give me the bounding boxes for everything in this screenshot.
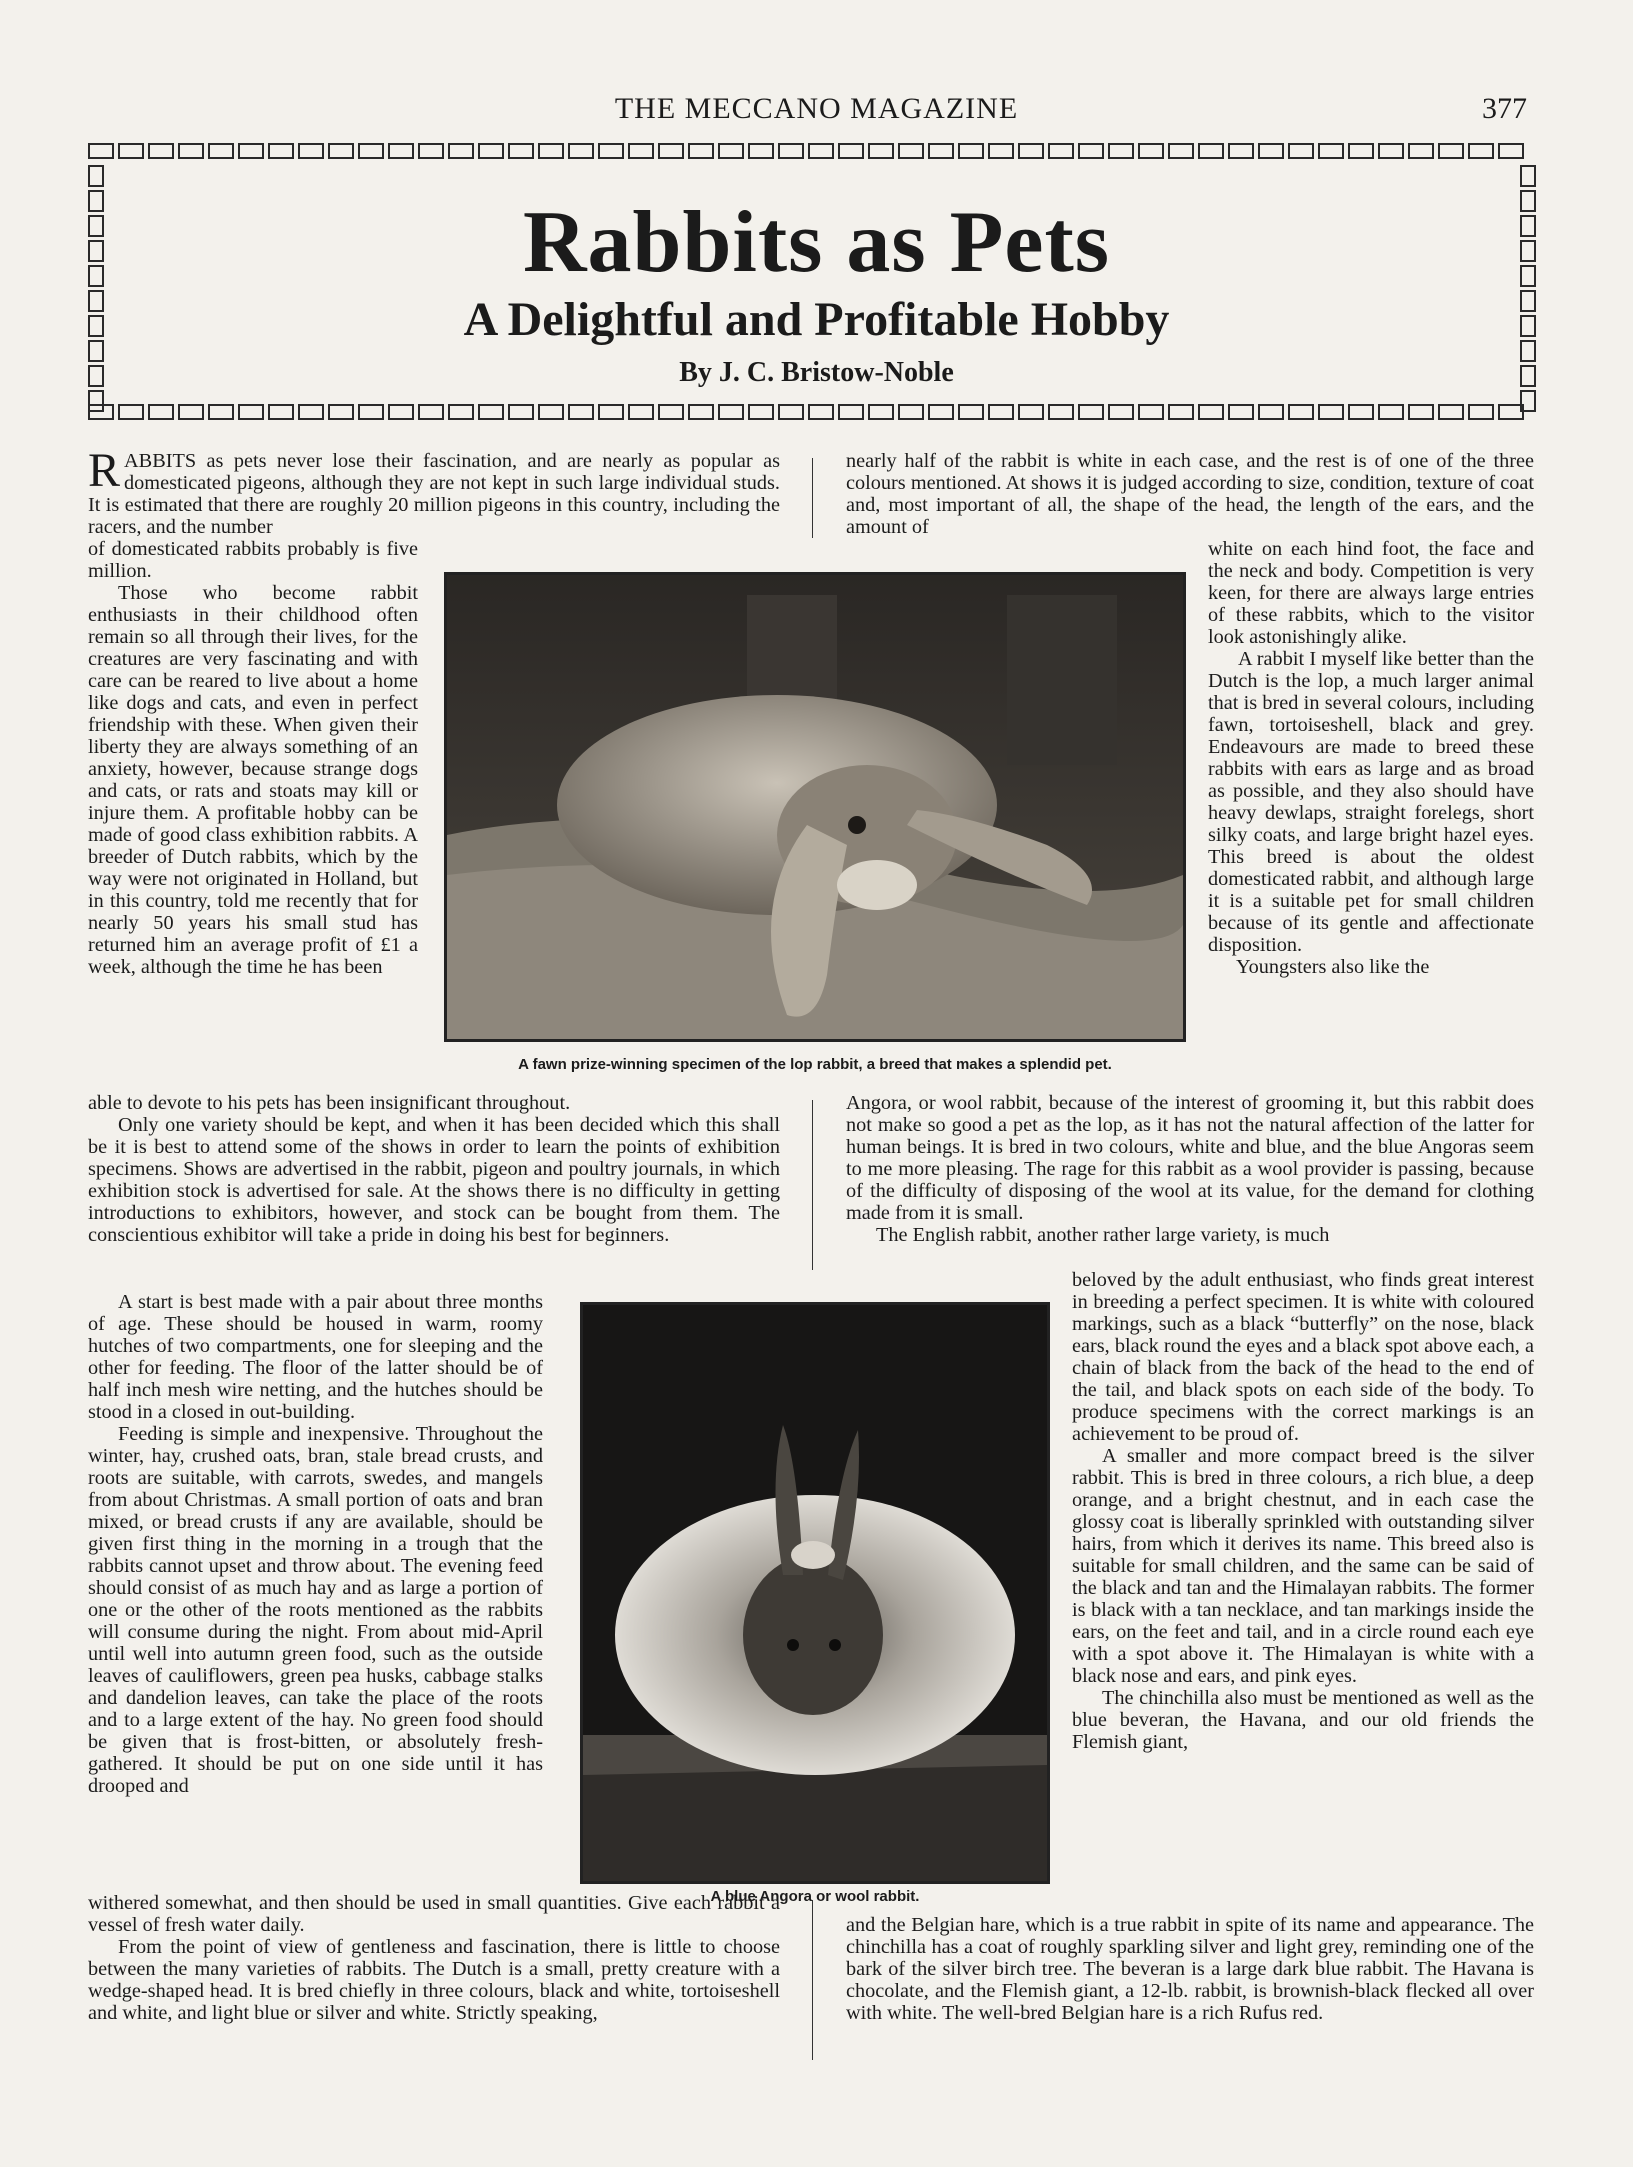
left-column-mid xyxy=(88,1092,780,1246)
border-square xyxy=(1138,404,1164,420)
border-square xyxy=(898,404,924,420)
border-square xyxy=(1378,143,1404,159)
border-square xyxy=(328,404,354,420)
paragraph: Those who become rabbit enthusiasts in their childhood often remain so all through their lives, for the creatures are very fascinating and with care can be reared to live about a home like dogs and cats, and even in perfect friendship with these. When given their liberty they are always something of an anxiety, however, because strange dogs and cats, or rats and stoats may kill or injure them. A profitable hobby can be made of good class exhibition rabbits. A breeder of Dutch rabbits, which by the way were not originated in Holland, but in this country, told me recently that for nearly 50 years his small stud has returned him an average profit of £1 a week, although the time he has been xyxy=(88,582,418,978)
right-column-mid xyxy=(846,1092,1534,1246)
right-column-lower-narrow xyxy=(1072,1269,1534,1753)
border-square xyxy=(1228,404,1254,420)
border-square xyxy=(388,404,414,420)
border-square xyxy=(1318,143,1344,159)
border-square xyxy=(568,404,594,420)
border-square xyxy=(1288,143,1314,159)
border-square xyxy=(1408,404,1434,420)
paragraph: beloved by the adult enthusiast, who finds great interest in breeding a perfect specimen. It is white with coloured markings, such as a black “butterfly” on the nose, black ears, black round the eyes and a black spot above each, a chain of black from the back of the head to the end of the tail, and black spots on each side of the body. To produce specimens with the correct markings is an achievement to be proud of. xyxy=(1072,1269,1534,1445)
border-square xyxy=(748,143,774,159)
lop-rabbit-caption: A fawn prize-winning specimen of the lop rabbit, a breed that makes a splendid pet. xyxy=(518,1056,1112,1073)
paragraph: The English rabbit, another rather large variety, is much xyxy=(876,1224,1330,1246)
right-column-top xyxy=(846,450,1534,538)
paragraph: and the Belgian hare, which is a true rabbit in spite of its name and appearance. The chinchilla has a coat of roughly sparkling silver and light grey, reminding one of the bark of the silver birch tree. The beveran is a large dark blue rabbit. The Havana is chocolate, and the Flemish giant, a 12-lb. rabbit, is brownish-black flecked all over with white. The well-bred Belgian hare is a rich Rufus red. xyxy=(846,1914,1534,2024)
border-square xyxy=(718,404,744,420)
left-column-intro xyxy=(88,444,780,538)
right-column-bottom xyxy=(846,1914,1534,2024)
paragraph: Youngsters also like the xyxy=(1236,956,1430,978)
paragraph: withered somewhat, and then should be used in small quantities. Give each rabbit a vessel of fresh water daily. xyxy=(88,1892,780,1936)
right-column-narrow xyxy=(1208,538,1534,978)
paragraph: A smaller and more compact breed is the silver rabbit. This is bred in three colours, a rich blue, a deep orange, and a bright chestnut, and in each case the glossy coat is liberally sprinkled with outstanding silver hairs, from which it derives its name. This breed also is suitable for small children, and the same can be said of the black and tan and the Himalayan rabbits. The former is black with a tan necklace, and tan markings inside the ears, on the feet and tail, and in a circle round each eye with a spot above it. The Himalayan is white with a black nose and ears, and pink eyes. xyxy=(1072,1445,1534,1687)
paragraph: white on each hind foot, the face and the neck and body. Competition is very keen, for there are always large entries of these rabbits, which to the visitor look astonishingly alike. xyxy=(1208,538,1534,648)
border-square xyxy=(238,143,264,159)
border-square xyxy=(88,143,114,159)
paragraph: Angora, or wool rabbit, because of the interest of grooming it, but this rabbit does not make so good a pet as the lop, as it has not the natural affection of the latter for human beings. It is bred in two colours, white and blue, and the blue Angoras seem to me more pleasing. The rage for this rabbit as a wool provider is passing, because of the difficulty of disposing of the wool at its value, for the demand for clothing made from it is small. xyxy=(846,1092,1534,1224)
border-square xyxy=(718,143,744,159)
border-square xyxy=(808,143,834,159)
border-square xyxy=(868,143,894,159)
border-square xyxy=(148,404,174,420)
column-rule xyxy=(812,1100,813,1270)
drop-cap: R xyxy=(88,444,121,497)
border-square xyxy=(358,404,384,420)
column-rule xyxy=(812,1900,813,2060)
border-square xyxy=(208,404,234,420)
border-square xyxy=(1258,143,1284,159)
border-square xyxy=(418,143,444,159)
border-square xyxy=(838,404,864,420)
border-square xyxy=(1198,404,1224,420)
border-square xyxy=(1138,143,1164,159)
border-square xyxy=(1108,404,1134,420)
border-square xyxy=(538,143,564,159)
border-square xyxy=(1168,404,1194,420)
border-square xyxy=(688,404,714,420)
angora-rabbit-caption: A blue Angora or wool rabbit. xyxy=(710,1888,920,1905)
lop-rabbit-image xyxy=(447,575,1183,1039)
paragraph: ABBITS as pets never lose their fascination, and are nearly as popular as domesticated pigeons, although they are not kept in such large individual studs. It is estimated that there are roughly 20 million pigeons in this country, including the racers, and the number xyxy=(88,450,780,538)
lop-rabbit-photo xyxy=(444,572,1186,1042)
border-square xyxy=(1468,404,1494,420)
border-square xyxy=(988,143,1014,159)
border-square xyxy=(1348,404,1374,420)
border-square xyxy=(1348,143,1374,159)
border-square xyxy=(388,143,414,159)
border-square xyxy=(988,404,1014,420)
border-square xyxy=(1048,143,1074,159)
column-rule xyxy=(812,458,813,538)
article-subtitle: A Delightful and Profitable Hobby xyxy=(463,293,1170,346)
border-square xyxy=(658,143,684,159)
border-square xyxy=(508,404,534,420)
page-number: 377 xyxy=(1482,92,1527,125)
border-square xyxy=(508,143,534,159)
article-byline: By J. C. Bristow-Noble xyxy=(679,357,954,388)
paragraph: nearly half of the rabbit is white in each case, and the rest is of one of the three colours mentioned. At shows it is judged according to size, condition, texture of coat and, most important of all, the shape of the head, the length of the ears, and the amount of xyxy=(846,450,1534,538)
angora-rabbit-image xyxy=(583,1305,1047,1881)
border-square xyxy=(118,143,144,159)
left-column-narrow xyxy=(88,538,418,978)
border-square xyxy=(298,404,324,420)
border-square xyxy=(958,143,984,159)
border-square xyxy=(418,404,444,420)
article-title: Rabbits as Pets xyxy=(522,194,1111,291)
border-square xyxy=(568,143,594,159)
border-square xyxy=(1258,404,1284,420)
border-square xyxy=(1438,143,1464,159)
border-square xyxy=(448,404,474,420)
border-square xyxy=(358,143,384,159)
border-square xyxy=(238,404,264,420)
border-square xyxy=(1048,404,1074,420)
border-square xyxy=(1520,390,1536,412)
paragraph: Feeding is simple and inexpensive. Throughout the winter, hay, crushed oats, bran, stale bread crusts, and roots are suitable, with carrots, swedes, and mangels from about Christmas. A small portion of oats and bran mixed, or bread crusts if any are available, should be given first thing in the morning in a trough that the rabbits cannot upset and throw about. The evening feed should consist of as much hay and as large a portion of one or the other of the roots mentioned as the rabbits will consume during the night. From about mid-April until well into autumn green food, such as the outside leaves of cauliflowers, green pea husks, cabbage stalks and dandelion leaves, can take the place of the roots and to a large extent of the hay. No green food should be given that is frost-bitten, or absolutely fresh-gathered. It should be put on one side until it has drooped and xyxy=(88,1423,543,1797)
border-square xyxy=(478,404,504,420)
border-square xyxy=(1408,143,1434,159)
border-square xyxy=(928,143,954,159)
paragraph: of domesticated rabbits probably is five million. xyxy=(88,538,418,582)
border-square xyxy=(1168,143,1194,159)
border-square xyxy=(118,404,144,420)
border-square xyxy=(928,404,954,420)
border-square xyxy=(148,143,174,159)
border-square xyxy=(1228,143,1254,159)
border-square xyxy=(328,143,354,159)
border-square xyxy=(1520,165,1536,187)
border-square xyxy=(778,143,804,159)
border-square xyxy=(1438,404,1464,420)
border-square xyxy=(1318,404,1344,420)
border-square xyxy=(1288,404,1314,420)
border-square xyxy=(268,404,294,420)
border-square xyxy=(958,404,984,420)
border-square xyxy=(538,404,564,420)
paragraph: The chinchilla also must be mentioned as well as the blue beveran, the Havana, and our old friends the Flemish giant, xyxy=(1072,1687,1534,1753)
border-square xyxy=(268,143,294,159)
paragraph: able to devote to his pets has been insignificant throughout. xyxy=(88,1092,571,1114)
border-square xyxy=(898,143,924,159)
border-square xyxy=(298,143,324,159)
border-square xyxy=(1498,143,1524,159)
border-square xyxy=(598,143,624,159)
border-square xyxy=(178,404,204,420)
border-square xyxy=(448,143,474,159)
running-title: THE MECCANO MAGAZINE xyxy=(614,92,1019,125)
border-square xyxy=(1078,404,1104,420)
border-square xyxy=(1378,404,1404,420)
border-square xyxy=(778,404,804,420)
border-square xyxy=(1468,143,1494,159)
border-square xyxy=(1018,143,1044,159)
paragraph: A start is best made with a pair about three months of age. These should be housed in warm, roomy hutches of two compartments, one for sleeping and the other for feeding. The floor of the latter should be of half inch mesh wire netting, and the hutches should be stood in a closed in out-building. xyxy=(88,1291,543,1423)
border-square xyxy=(748,404,774,420)
border-square xyxy=(598,404,624,420)
border-square xyxy=(88,390,104,412)
left-column-lower-narrow xyxy=(88,1291,543,1797)
border-square xyxy=(1198,143,1224,159)
border-square xyxy=(1108,143,1134,159)
border-square xyxy=(178,143,204,159)
border-square xyxy=(1078,143,1104,159)
border-square xyxy=(688,143,714,159)
border-square xyxy=(868,404,894,420)
border-square xyxy=(208,143,234,159)
border-square xyxy=(88,165,104,187)
border-square xyxy=(658,404,684,420)
angora-rabbit-photo xyxy=(580,1302,1050,1884)
border-square xyxy=(838,143,864,159)
border-square xyxy=(628,404,654,420)
paragraph: From the point of view of gentleness and fascination, there is little to choose between the many varieties of rabbits. The Dutch is a small, pretty creature with a wedge-shaped head. It is bred chiefly in three colours, black and white, tortoiseshell and white, and light blue or silver and white. Strictly speaking, xyxy=(88,1936,780,2024)
paragraph: Only one variety should be kept, and when it has been decided which this shall be it is best to attend some of the shows in order to learn the points of exhibition specimens. Shows are advertised in the rabbit, pigeon and poultry journals, in which exhibition stock is advertised for sale. At the shows there is no difficulty in getting introductions to exhibitors, however, and stock can be bought from them. The conscientious exhibitor will take a pride in doing his best for beginners. xyxy=(88,1114,780,1246)
border-square xyxy=(1018,404,1044,420)
paragraph: A rabbit I myself like better than the Dutch is the lop, a much larger animal that is bred in several colours, including fawn, tortoiseshell, black and grey. Endeavours are made to breed these rabbits with ears as large and as broad as possible, and they also should have heavy dewlaps, straight forelegs, short silky coats, and large bright hazel eyes. This breed is about the oldest domesticated rabbit, and although large it is a suitable pet for small children because of its gentle and affectionate disposition. xyxy=(1208,648,1534,956)
border-square xyxy=(478,143,504,159)
left-column-bottom xyxy=(88,1892,780,2024)
border-square xyxy=(808,404,834,420)
border-square xyxy=(628,143,654,159)
